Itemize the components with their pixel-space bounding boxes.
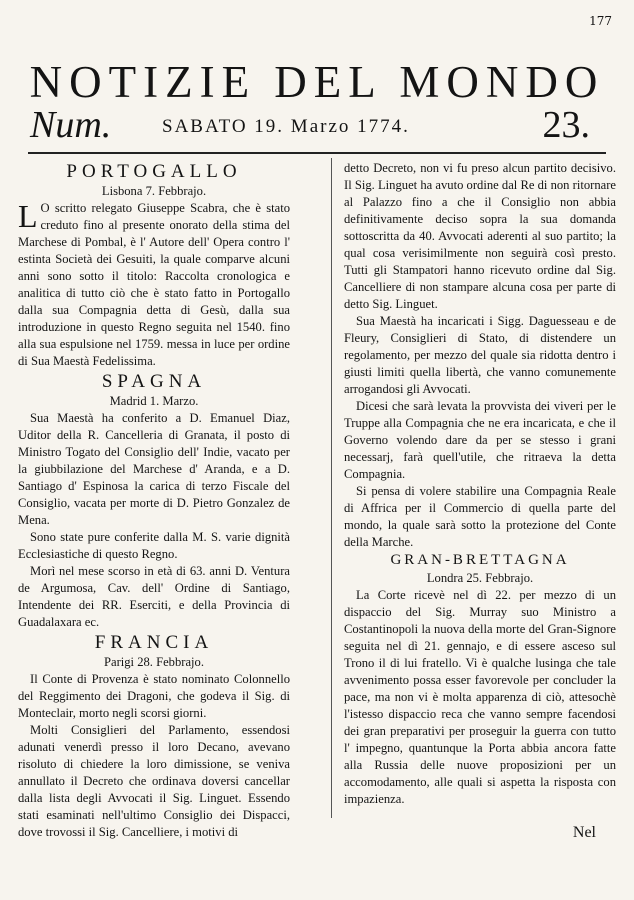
issue-line [30,103,610,149]
dateline-parigi: Parigi 28. Febbrajo. [103,655,205,669]
masthead-title: NOTIZIE DEL MONDO [29,57,605,107]
header-rule [28,152,606,154]
article-text: O scritto relegato Giuseppe Scabra, che è stato creduto fino al presente onorato della stima del Marchese di Pombal, è l' Autore dell' Opera contro l' estinta Società dei Gesuiti, la quale comparve alcuni anni sono sotto il titolo: Raccolta cronologica e analitica di tutto ciò che è stato fatto in Portogallo dalla sua Compagnia detta di Gesù, dalla sua introduzione in questo Regno seguita nel 1540. fino alla sua espulsione nel 1759. messa in luce per ordine di Sua Maestà Fedelissima. [18,201,290,368]
paragraph: Dicesi che sarà levata la provvista dei viveri per le Truppe alla Compagnia che ne era incaricata, e che il Governo volendo dare da per se stesso i grani necessarj, farà quell'utile, che ritraeva la detta Compagnia. [344,399,616,481]
issue-number: 23. [542,104,590,146]
paragraph: Il Conte di Provenza è stato nominato Colonnello del Reggimento dei Dragoni, che godeva il Sig. di Monteclair, morto negli scorsi giorni. [18,672,290,720]
paragraph: Sua Maestà ha incaricati i Sigg. Daguesseau e de Fleury, Consiglieri di Stato, di distendere un regolamento, per mezzo del quale sia ridotta dentro i giusti limiti quella libertà, che vanno comunemente arrogandosi gli Avvocati. [344,314,616,396]
paragraph: La Corte ricevè nel dì 22. per mezzo di un dispaccio del Sig. Murray suo Ministro a Costantinopoli la nuova della morte del Gran-Signore seguita nel dì 21. gennajo, e di essere asceso sul Trono il di lui fratello. Vi è qualche lusinga che tale avvenimento possa esser favorevole per concluder la pace, ma non vi è molta apparenza di ciò, attesochè l'istesso dispaccio reca che vanno sempre facendosi dei gran preparativi per proseguir la guerra con tutto l' impegno, quantunque la Porta abbia ancora fatte alla Russia delle nuove proposizioni per un accomodamento, alle quali si aspetta la risposta con impazienza. [344,588,616,806]
section-heading-portogallo: PORTOGALLO [66,161,242,182]
paragraph: Si pensa di volere stabilire una Compagnia Reale di Affrica per il Commercio di quella parte del mondo, la quale sarà sotto la protezione del Conte della Marche. [344,484,616,549]
dateline-madrid: Madrid 1. Marzo. [109,394,199,408]
paragraph: Sono state pure conferite dalla M. S. varie dignità Ecclesiastiche di questo Regno. [18,530,290,561]
section-heading-gran-bretagna: GRAN-BRETTAGNA [390,552,570,568]
paragraph-continued: Molti Consiglieri del Parlamento, essendosi adunati venerdì presso il loro Decano, avevano risoluto di chiedere la loro dimissione, se veniva annullato il Decreto che ordinava doversi cancellar dalla lista degli Avvocati il Sig. Linguet. Essendo stati esaminati nell'ultimo Consiglio dei Dispacci, dove trovossi il Sig. Cancelliere, i motivi di [18,723,290,839]
section-heading-francia: FRANCIA [94,632,214,653]
catchword: Nel [572,824,596,841]
section-heading-spagna: SPAGNA [101,371,207,392]
paragraph-continued-end: detto Decreto, non vi fu preso alcun partito decisivo. Il Sig. Linguet ha avuto ordine dal Re di non ritornare al Palazzo fino a che il Consiglio non abbia definitivamente deciso sopra la sua domanda sottoscritta da 40. Avvocati aderenti al suo partito; la qual cosa verisimilmente non seguirà così presto. Tutti gli Stampatori hanno ricevuto ordine dal Sig. Cancelliere di non stampare alcuna cosa per parte di detto Sig. Linguet. [344,161,616,311]
paragraph: Morì nel mese scorso in età di 63. anni D. Ventura de Argumosa, Cav. dell' Ordine di Santiago, Intendente dei RR. Eserciti, e della Provincia di Guadalaxara ec. [18,564,290,629]
issue-date: SABATO 19. Marzo 1774. [162,116,410,137]
right-column [344,160,616,808]
article-portogallo [18,200,290,370]
column-divider [331,158,332,818]
paragraph: Sua Maestà ha conferito a D. Emanuel Diaz, Uditor della R. Cancelleria di Granata, il posto di Ministro Togato del Consiglio dell' Indie, vacato per la giubbilazione del Marchese d' Aranda, e a D. Santiago d' Espinosa la carica di terzo Fiscale del Consiglio, vacata per morte di D. Pietro Gonzalez de Mena. [18,411,290,527]
lead-letter: L [18,198,38,234]
page-number: 177 [589,14,612,28]
dateline-londra: Londra 25. Febbrajo. [426,571,534,585]
left-column [18,160,290,841]
issue-num-label: Num. [30,104,112,146]
dateline-lisbona: Lisbona 7. Febbrajo. [101,184,207,198]
